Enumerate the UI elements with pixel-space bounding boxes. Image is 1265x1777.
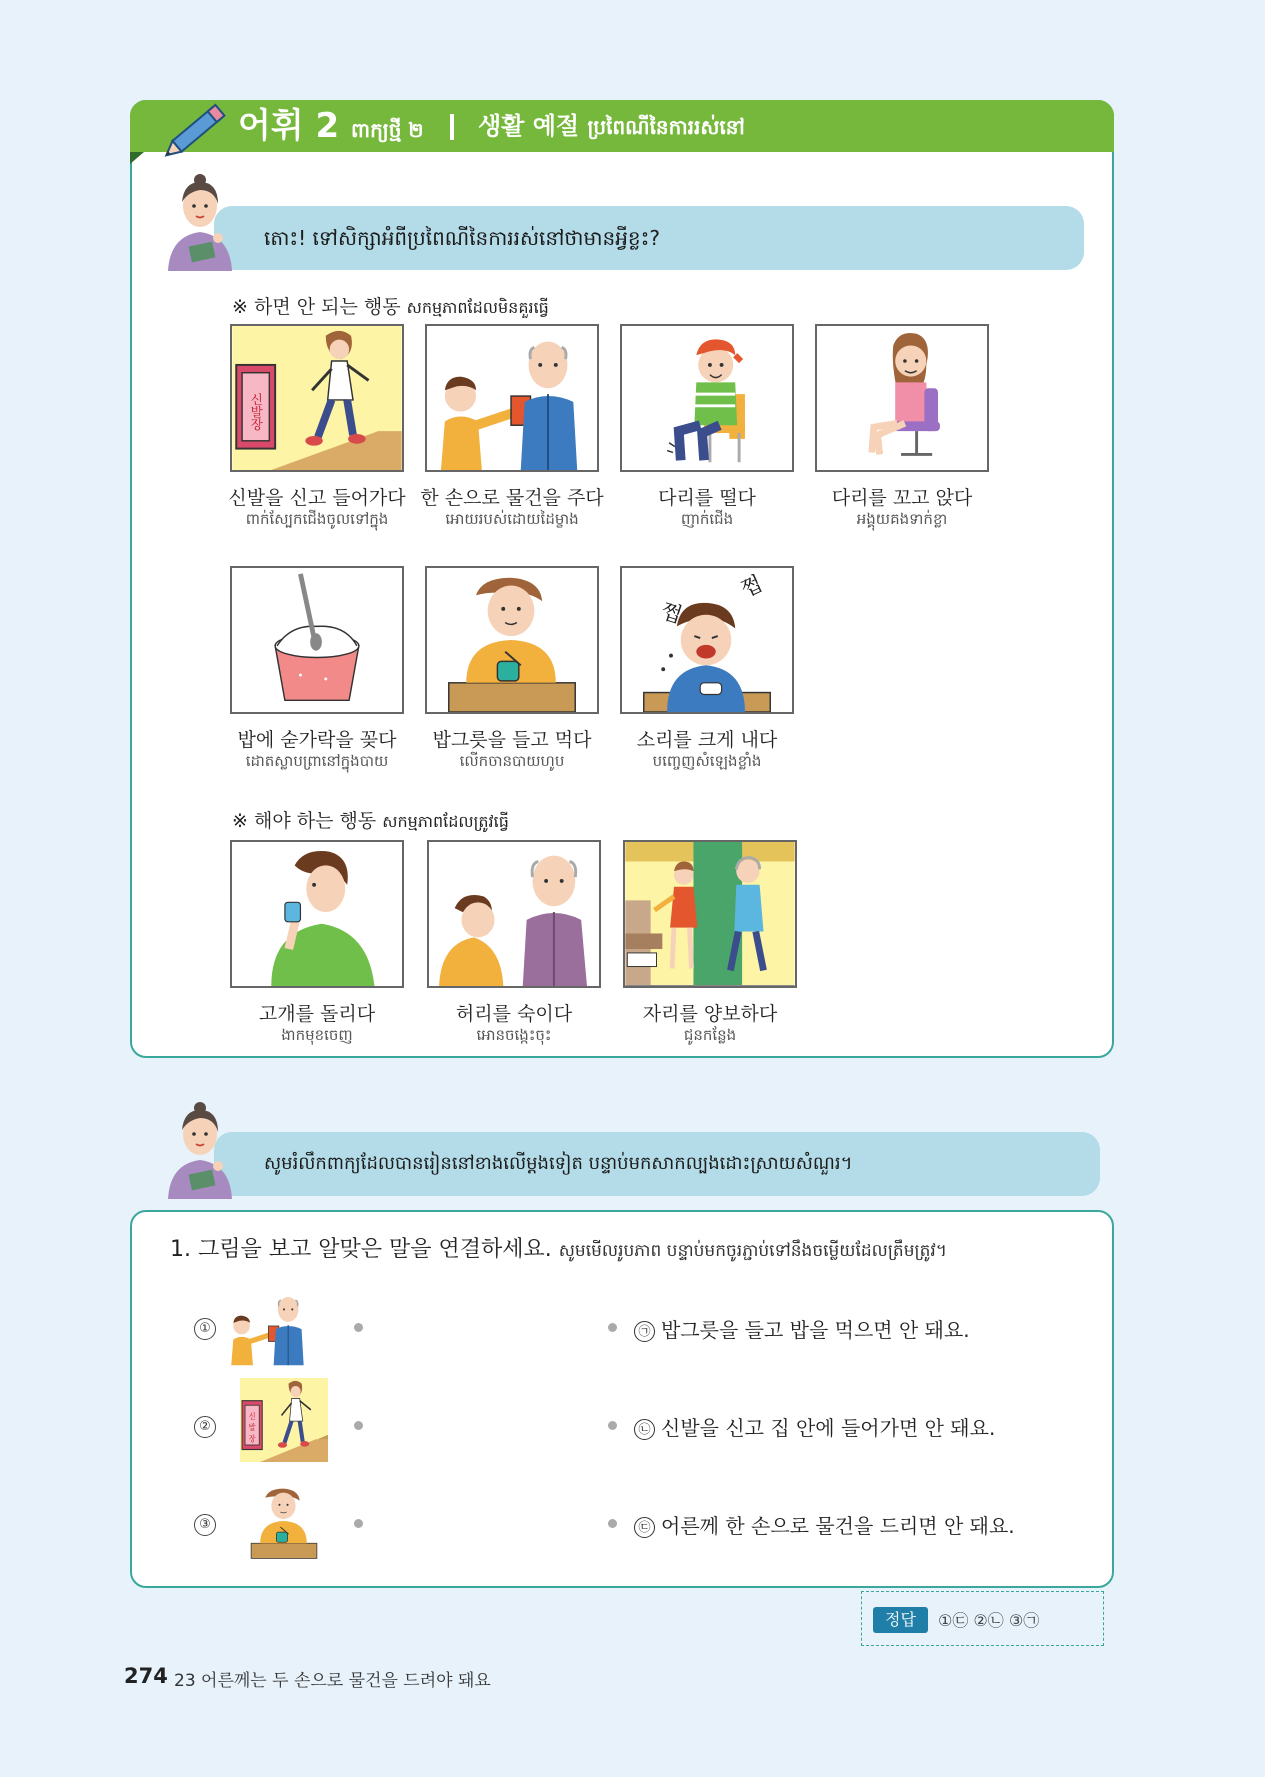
do-section-label: ※ 해야 하는 행동 សកម្មភាពដែលត្រូវធ្វើ — [232, 810, 509, 832]
item-number: ① — [194, 1318, 216, 1340]
caption-ko: 고개를 돌리다 — [258, 1003, 376, 1025]
picture-bow — [427, 840, 601, 988]
match-dot-right[interactable] — [608, 1519, 617, 1528]
picture-cross-leg — [815, 324, 989, 472]
section-subtitle: 생활 예절 ប្រពៃណីនៃការរស់នៅ — [478, 112, 745, 140]
page-number: 274 — [124, 1664, 168, 1688]
picture-give-seat — [623, 840, 797, 988]
caption-ko: 다리를 떨다 — [658, 487, 756, 509]
answer-mark: ㉢ — [634, 1517, 655, 1538]
caption-kh: បញ្ចេញសំឡេងខ្លាំង — [652, 752, 762, 770]
item-2-picture — [240, 1378, 328, 1462]
teacher-avatar-icon — [160, 1094, 240, 1204]
cross-leg-illustration — [817, 326, 987, 470]
answer-mark: ㉡ — [634, 1419, 655, 1440]
chapter-title: 23 어른께는 두 손으로 물건을 드려야 돼요 — [174, 1671, 491, 1691]
answer-option: ㉠ 밥그릇을 들고 밥을 먹으면 안 돼요. — [634, 1314, 970, 1343]
caption-kh: ងាកមុខចេញ — [281, 1026, 353, 1044]
match-dot-left[interactable] — [354, 1421, 363, 1430]
picture-loud-noise — [620, 566, 794, 714]
match-dot-left[interactable] — [354, 1323, 363, 1332]
caption-ko: 신발을 신고 들어가다 — [228, 487, 406, 509]
caption-ko: 자리를 양보하다 — [642, 1003, 778, 1025]
item-number: ② — [194, 1416, 216, 1438]
caption-ko: 밥그릇을 들고 먹다 — [432, 729, 592, 751]
dont-section-label: ※ 하면 안 되는 행동 សកម្មភាពដែលមិនគួរធ្វើ — [232, 296, 549, 318]
dont-section-label-kh: សកម្មភាពដែលមិនគួរធ្វើ — [406, 298, 549, 317]
one-hand-give-illustration — [427, 326, 597, 470]
answer-mark: ㉠ — [634, 1321, 655, 1342]
practice-speech-bubble: សូមរំលឹកពាក្យដែលបានរៀននៅខាងលើម្តងទៀត បន្ទាប់មកសាកល្បងដោះស្រាយសំណួរ។ — [214, 1132, 1100, 1196]
sound-effect-right: 쩝 — [737, 571, 767, 603]
sound-effect-left: 쩝 — [657, 598, 685, 629]
turn-head-illustration — [232, 842, 402, 986]
caption-kh: អោនចង្កេះចុះ — [476, 1026, 552, 1044]
item-number: ③ — [194, 1514, 216, 1536]
lift-bowl-illustration — [427, 568, 597, 712]
header-separator — [450, 114, 454, 140]
caption-ko: 허리를 숙이다 — [455, 1003, 573, 1025]
answer-key-label: 정답 — [873, 1607, 928, 1633]
pencil-icon — [160, 92, 240, 162]
do-section-label-kh: សកម្មភាពដែលត្រូវធ្វើ — [382, 812, 509, 831]
section-title: 어휘 2 ពាក្យថ្មី ២ — [238, 106, 424, 146]
loud-noise-illustration — [622, 568, 792, 712]
answer-option: ㉢ 어른께 한 손으로 물건을 드리면 안 돼요. — [634, 1510, 1015, 1539]
caption-kh: ជូនកន្លែង — [683, 1026, 737, 1044]
picture-shoes-inside — [230, 324, 404, 472]
give-seat-illustration — [625, 842, 795, 986]
caption-ko: 소리를 크게 내다 — [636, 729, 778, 751]
match-dot-left[interactable] — [354, 1519, 363, 1528]
answer-key-text: ①㉢ ②㉡ ③㉠ — [938, 1611, 1040, 1630]
picture-shake-leg — [620, 324, 794, 472]
item-1-picture — [224, 1286, 314, 1368]
shoe-cabinet-sign: 신발장 — [248, 392, 264, 431]
match-dot-right[interactable] — [608, 1323, 617, 1332]
answer-option: ㉡ 신발을 신고 집 안에 들어가면 안 돼요. — [634, 1412, 995, 1441]
section-title-kh: ពាក្យថ្មី ២ — [351, 118, 424, 142]
caption-ko: 밥에 숟가락을 꽂다 — [237, 729, 397, 751]
intro-speech-bubble: តោះ! ទៅសិក្សាអំពីប្រពៃណីនៃការរស់នៅថាមានអ្វីខ្លះ? — [214, 206, 1084, 270]
bow-illustration — [429, 842, 599, 986]
section-subtitle-kh: ប្រពៃណីនៃការរស់នៅ — [587, 115, 745, 139]
caption-ko: 한 손으로 물건을 주다 — [420, 487, 604, 509]
exercise-question-kh: សូមមើលរូបភាព បន្ទាប់មកចូរភ្ជាប់ទៅនឹងចម្លើយដែលត្រឹមត្រូវ។ — [558, 1241, 947, 1261]
caption-kh: ញាក់ជើង — [680, 510, 734, 528]
caption-kh: លើកចានបាយហូប — [459, 752, 565, 770]
lift-bowl-thumbnail — [240, 1478, 328, 1564]
picture-spoon-in-rice — [230, 566, 404, 714]
picture-one-hand-give — [425, 324, 599, 472]
caption-kh: អង្គុយគងទាក់ខ្លា — [856, 510, 948, 528]
caption-kh: អោយរបស់ដោយដៃម្ខាង — [445, 510, 579, 528]
picture-lift-bowl — [425, 566, 599, 714]
item-3-picture — [240, 1478, 328, 1564]
caption-ko: 다리를 꼬고 앉다 — [831, 487, 973, 509]
shake-leg-illustration — [622, 326, 792, 470]
teacher-avatar-icon — [160, 166, 240, 276]
picture-turn-head — [230, 840, 404, 988]
exercise-question: 1. 그림을 보고 알맞은 말을 연결하세요. សូមមើលរូបភាព បន្ទាប់មកចូរភ្ជាប់ទៅនឹងចម្លើយដែលត្រឹមត្រូវ។ — [170, 1237, 947, 1262]
spoon-in-rice-illustration — [232, 568, 402, 712]
header-ribbon-fold — [130, 152, 144, 164]
match-dot-right[interactable] — [608, 1421, 617, 1430]
one-hand-give-thumbnail — [224, 1286, 314, 1368]
shoes-inside-thumbnail — [240, 1378, 328, 1462]
shoes-inside-illustration — [232, 326, 402, 470]
caption-kh: ដោតស្លាបព្រានៅក្នុងបាយ — [245, 752, 389, 770]
caption-kh: ពាក់ស្បែកជើងចូលទៅក្នុង — [245, 510, 389, 528]
